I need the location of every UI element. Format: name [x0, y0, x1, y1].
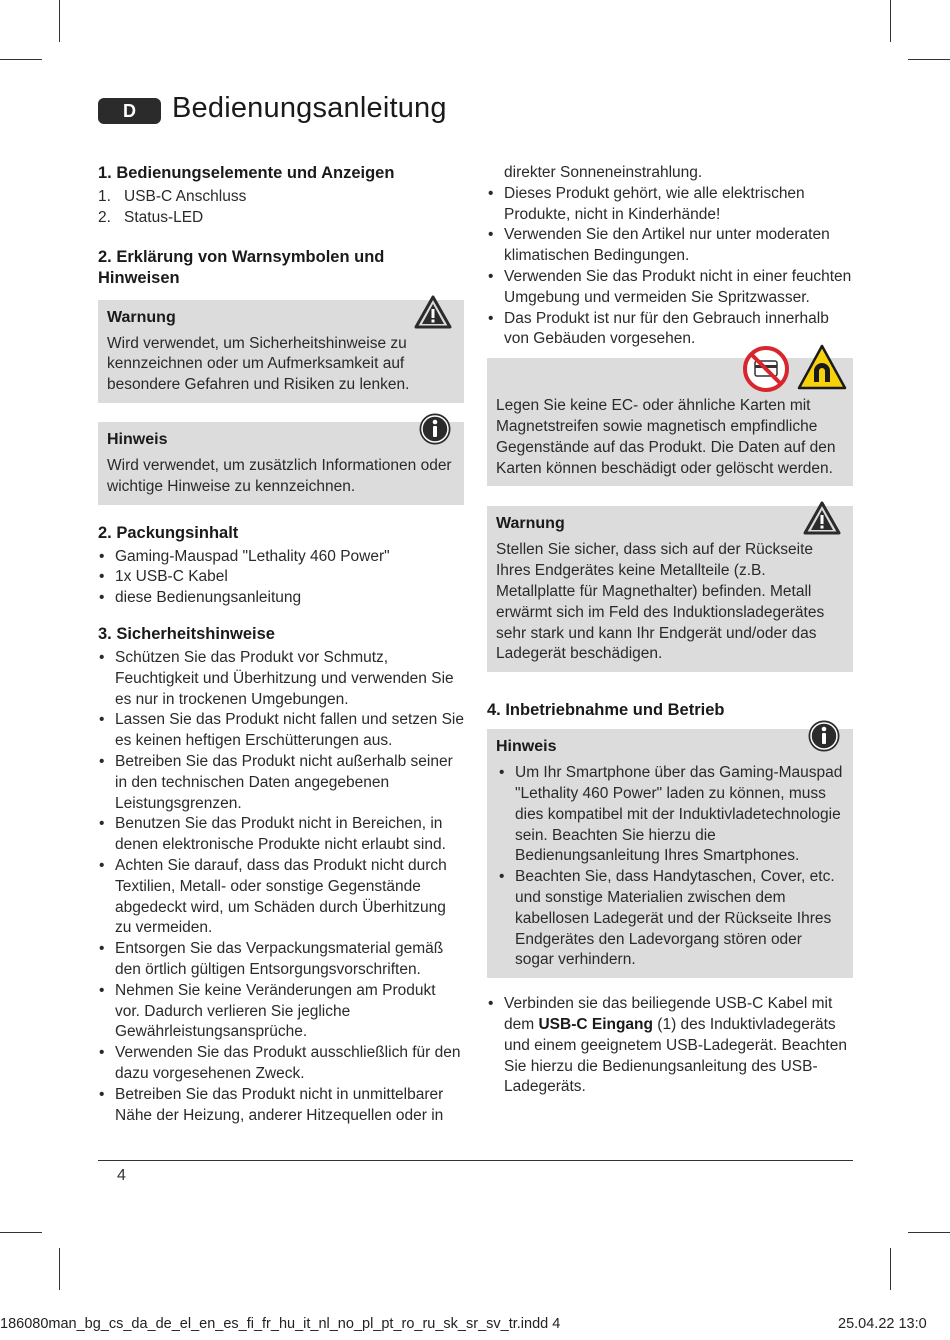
warning-title: Warnung — [496, 515, 565, 533]
list-item: • Nehmen Sie keine Veränderungen am Produkt vor. Dadurch verlieren Sie jegliche Gewährleistungsansprüche. — [98, 981, 464, 1043]
info-icon — [418, 412, 452, 446]
info-icon — [807, 719, 841, 753]
note-title: Hinweis — [496, 738, 557, 756]
list-item: • Beachten Sie, dass Handytaschen, Cover, etc. und sonstige Materialien zwischen dem kabellosen Ladegerät und der Rückseite Ihres Endgerätes den Ladevorgang stören oder sogar verhindern. — [498, 867, 843, 971]
magnetic-field-warning-icon — [797, 344, 847, 390]
crop-mark — [0, 1232, 42, 1233]
list-item — [98, 208, 464, 229]
list-item: • Verwenden Sie den Artikel nur unter moderaten klimatischen Bedingungen. — [487, 225, 853, 267]
warning-text: Wird verwendet, um Sicherheitshinweise zu kennzeichnen oder um Aufmerksamkeit auf besondere Gefahren und Risiken zu lenken. — [107, 334, 410, 394]
safety-list — [98, 648, 464, 1126]
connect-text: Verbinden sie das beiliegende USB-C Kabel mit dem — [504, 995, 833, 1033]
list-item: • Lassen Sie das Produkt nicht fallen und setzen Sie es keinen heftigen Erschütterungen aus. — [98, 710, 464, 752]
section-heading-package: 2. Packungsinhalt — [98, 523, 239, 542]
footer-rule — [98, 1160, 853, 1161]
section-heading-safety: 3. Sicherheitshinweise — [98, 624, 275, 643]
list-item: • Verwenden Sie das Produkt ausschließlich für den dazu vorgesehenen Zweck. — [98, 1043, 464, 1085]
page-title: Bedienungsanleitung — [172, 92, 447, 124]
warning-triangle-icon — [414, 295, 452, 329]
list-item: • Betreiben Sie das Produkt nicht außerhalb seiner in den technischen Daten angegebenen Leistungsgrenzen. — [98, 752, 464, 814]
list-item — [98, 187, 464, 208]
crop-mark — [908, 59, 950, 60]
connect-text: (1) des Induktivladegeräts und einem geeignetem USB-Ladegerät. Beachten Sie hierzu die Bedienungsanleitung des USB-Ladegeräts. — [504, 1015, 847, 1096]
item-number: 1. — [98, 188, 111, 205]
list-item: • Das Produkt ist nur für den Gebrauch innerhalb von Gebäuden vorgesehen. — [487, 309, 853, 351]
page-number: 4 — [117, 1167, 126, 1184]
list-item: • Gaming-Mauspad "Lethality 460 Power" — [98, 547, 464, 568]
list-item: • Benutzen Sie das Produkt nicht in Bereichen, in denen elektronische Produkte nicht erlaubt sind. — [98, 814, 464, 856]
section-heading-controls: 1. Bedienungselemente und Anzeigen — [98, 164, 395, 182]
operation-list — [487, 994, 853, 1098]
left-column — [98, 163, 464, 1126]
no-magnetic-cards-icon — [743, 346, 789, 392]
print-slug-file: 186080man_bg_cs_da_de_el_en_es_fi_fr_hu_it_nl_no_pl_pt_ro_ru_sk_sr_sv_tr.indd 4 — [0, 1316, 561, 1332]
list-item — [487, 994, 853, 1098]
note-title: Hinweis — [107, 430, 168, 448]
note-text: Wird verwendet, um zusätzlich Informationen oder wichtige Hinweise zu kennzeichnen. — [107, 456, 452, 495]
list-item: • diese Bedienungsanleitung — [98, 588, 464, 609]
list-item: • Dieses Produkt gehört, wie alle elektrischen Produkte, nicht in Kinderhände! — [487, 184, 853, 226]
crop-mark — [890, 1248, 891, 1290]
warning-box — [98, 300, 464, 403]
crop-mark — [59, 0, 60, 42]
metal-warning-box — [487, 506, 853, 672]
item-text: Status-LED — [124, 208, 204, 226]
list-item: • Achten Sie darauf, dass das Produkt nicht durch Textilien, Metall- oder sonstige Gegenstände abgedeckt wird, um Schäden durch Überhitzung zu vermeiden. — [98, 856, 464, 939]
metal-warning-text: Stellen Sie sicher, dass sich auf der Rückseite Ihres Endgerätes keine Metallteile (z.B. Metallplatte für Magnethalter) befinden. Metall erwärmt sich im Feld des Induktionsladegerätes sehr stark und kann Ihr Endgerät und/oder das Ladegerät beschädigen. — [496, 541, 825, 663]
note-box — [98, 422, 464, 505]
warning-triangle-icon — [803, 501, 841, 535]
crop-mark — [908, 1232, 950, 1233]
list-item: • Schützen Sie das Produkt vor Schmutz, Feuchtigkeit und Überhitzung und verwenden Sie es nur in trockenen Umgebungen. — [98, 648, 464, 710]
warning-title: Warnung — [107, 308, 176, 326]
operation-note-box — [487, 729, 853, 978]
item-text: USB-C Anschluss — [124, 188, 247, 205]
right-column — [487, 163, 853, 1098]
continued-text: direkter Sonneneinstrahlung. — [504, 164, 703, 181]
crop-mark — [0, 59, 42, 60]
controls-list — [98, 187, 464, 229]
safety-list-continued — [487, 184, 853, 350]
list-item: • Betreiben Sie das Produkt nicht in unmittelbarer Nähe der Heizung, anderer Hitzequellen oder in — [98, 1085, 464, 1127]
card-warning-box — [487, 358, 853, 486]
section-heading-symbols: 2. Erklärung von Warnsymbolen und Hinweisen — [98, 247, 385, 287]
crop-mark — [59, 1248, 60, 1290]
list-item: • Um Ihr Smartphone über das Gaming-Mauspad "Lethality 460 Power" laden zu können, muss dies kompatibel mit der Induktivladetechnologie sein. Beachten Sie hierzu die Bedienungsanleitung Ihres Smartphones. — [498, 763, 843, 867]
package-list — [98, 547, 464, 609]
section-heading-operation: 4. Inbetriebnahme und Betrieb — [487, 701, 725, 720]
crop-mark — [890, 0, 891, 42]
list-item: • 1x USB-C Kabel — [98, 567, 464, 588]
usb-c-input-label: USB-C Eingang — [538, 1015, 653, 1033]
item-number: 2. — [98, 208, 111, 226]
operation-note-list — [496, 763, 843, 971]
list-item: • Entsorgen Sie das Verpackungsmaterial gemäß den örtlich gültigen Entsorgungsvorschriften. — [98, 939, 464, 981]
card-warning-text: Legen Sie keine EC- oder ähnliche Karten mit Magnetstreifen sowie magnetisch empfindliche Gegenstände auf das Produkt. Die Daten auf den Karten können beschädigt oder gelöscht werden. — [496, 397, 836, 477]
print-slug-date: 25.04.22 13:0 — [838, 1316, 927, 1332]
list-item: • Verwenden Sie das Produkt nicht in einer feuchten Umgebung und vermeiden Sie Spritzwasser. — [487, 267, 853, 309]
language-badge: D — [98, 98, 161, 124]
